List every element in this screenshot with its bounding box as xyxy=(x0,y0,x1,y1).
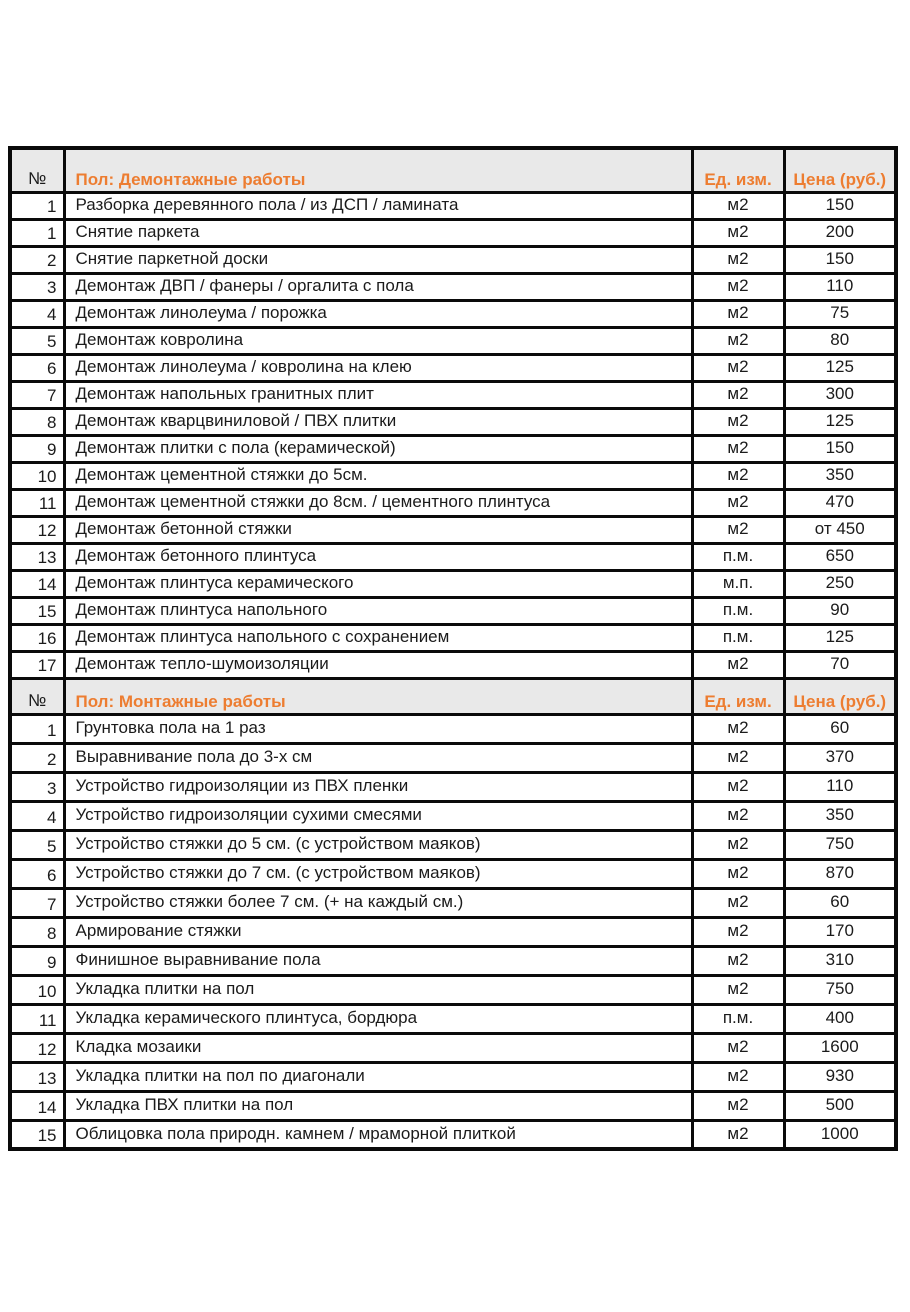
row-unit: м2 xyxy=(692,1120,784,1149)
row-unit: м2 xyxy=(692,772,784,801)
row-service-name: Разборка деревянного пола / из ДСП / ламината xyxy=(64,192,692,219)
table-row xyxy=(10,516,896,543)
row-unit: м2 xyxy=(692,300,784,327)
row-price: 80 xyxy=(784,327,896,354)
row-price: 500 xyxy=(784,1091,896,1120)
row-price: 870 xyxy=(784,859,896,888)
table-row xyxy=(10,462,896,489)
row-price: 650 xyxy=(784,543,896,570)
table-row xyxy=(10,219,896,246)
row-service-name: Укладка ПВХ плитки на пол xyxy=(64,1091,692,1120)
row-unit: м2 xyxy=(692,1091,784,1120)
row-unit: п.м. xyxy=(692,1004,784,1033)
table-row xyxy=(10,273,896,300)
row-service-name: Демонтаж ковролина xyxy=(64,327,692,354)
table-row xyxy=(10,859,896,888)
row-number: 10 xyxy=(10,975,64,1004)
row-number: 1 xyxy=(10,219,64,246)
row-unit: м2 xyxy=(692,273,784,300)
row-service-name: Демонтаж кварцвиниловой / ПВХ плитки xyxy=(64,408,692,435)
unit-column-header: Ед. изм. xyxy=(692,678,784,714)
row-service-name: Демонтаж бетонного плинтуса xyxy=(64,543,692,570)
row-unit: м2 xyxy=(692,743,784,772)
row-service-name: Грунтовка пола на 1 раз xyxy=(64,714,692,743)
row-price: от 450 xyxy=(784,516,896,543)
table-row xyxy=(10,888,896,917)
row-unit: м2 xyxy=(692,435,784,462)
row-unit: м2 xyxy=(692,1062,784,1091)
row-unit: м2 xyxy=(692,801,784,830)
row-service-name: Устройство гидроизоляции сухими смесями xyxy=(64,801,692,830)
row-price: 400 xyxy=(784,1004,896,1033)
row-number: 8 xyxy=(10,408,64,435)
row-service-name: Демонтаж напольных гранитных плит xyxy=(64,381,692,408)
row-service-name: Демонтаж линолеума / ковролина на клею xyxy=(64,354,692,381)
row-service-name: Устройство стяжки более 7 см. (+ на каждый см.) xyxy=(64,888,692,917)
row-service-name: Укладка плитки на пол по диагонали xyxy=(64,1062,692,1091)
table-row xyxy=(10,975,896,1004)
table-row xyxy=(10,300,896,327)
row-price: 150 xyxy=(784,435,896,462)
row-number: 14 xyxy=(10,1091,64,1120)
table-row xyxy=(10,830,896,859)
row-number: 16 xyxy=(10,624,64,651)
price-column-header: Цена (руб.) xyxy=(784,148,896,192)
row-service-name: Демонтаж плинтуса напольного xyxy=(64,597,692,624)
row-service-name: Демонтаж цементной стяжки до 5см. xyxy=(64,462,692,489)
row-number: 1 xyxy=(10,192,64,219)
row-service-name: Финишное выравнивание пола xyxy=(64,946,692,975)
table-row xyxy=(10,408,896,435)
row-unit: м2 xyxy=(692,714,784,743)
row-unit: м2 xyxy=(692,516,784,543)
row-price: 470 xyxy=(784,489,896,516)
table-row xyxy=(10,354,896,381)
row-price: 90 xyxy=(784,597,896,624)
row-number: 3 xyxy=(10,273,64,300)
row-unit: м2 xyxy=(692,462,784,489)
row-number: 4 xyxy=(10,300,64,327)
row-unit: м2 xyxy=(692,246,784,273)
table-row xyxy=(10,772,896,801)
row-price: 250 xyxy=(784,570,896,597)
price-column-header: Цена (руб.) xyxy=(784,678,896,714)
table-row xyxy=(10,651,896,678)
table-row xyxy=(10,917,896,946)
table-row xyxy=(10,1091,896,1120)
row-number: 7 xyxy=(10,888,64,917)
row-number: 15 xyxy=(10,1120,64,1149)
row-number: 14 xyxy=(10,570,64,597)
table-row xyxy=(10,801,896,830)
row-unit: м2 xyxy=(692,1033,784,1062)
row-number: 11 xyxy=(10,1004,64,1033)
row-number: 13 xyxy=(10,1062,64,1091)
row-price: 170 xyxy=(784,917,896,946)
row-unit: м2 xyxy=(692,192,784,219)
row-service-name: Демонтаж тепло-шумоизоляции xyxy=(64,651,692,678)
row-unit: м2 xyxy=(692,651,784,678)
row-unit: м2 xyxy=(692,381,784,408)
row-price: 370 xyxy=(784,743,896,772)
table-row xyxy=(10,1033,896,1062)
row-unit: м2 xyxy=(692,489,784,516)
table-row xyxy=(10,1120,896,1149)
row-service-name: Армирование стяжки xyxy=(64,917,692,946)
section-header-row xyxy=(10,148,896,192)
row-price: 125 xyxy=(784,624,896,651)
row-service-name: Выравнивание пола до 3-х см xyxy=(64,743,692,772)
row-unit: м2 xyxy=(692,354,784,381)
number-column-header: № xyxy=(10,678,64,714)
row-service-name: Устройство стяжки до 7 см. (с устройством маяков) xyxy=(64,859,692,888)
row-service-name: Демонтаж плинтуса керамического xyxy=(64,570,692,597)
row-number: 12 xyxy=(10,516,64,543)
row-number: 7 xyxy=(10,381,64,408)
row-price: 150 xyxy=(784,192,896,219)
section-title: Пол: Демонтажные работы xyxy=(64,148,692,192)
price-table xyxy=(8,146,898,1151)
row-price: 110 xyxy=(784,273,896,300)
table-row xyxy=(10,597,896,624)
row-unit: м2 xyxy=(692,975,784,1004)
row-price: 110 xyxy=(784,772,896,801)
row-number: 6 xyxy=(10,354,64,381)
row-service-name: Укладка плитки на пол xyxy=(64,975,692,1004)
row-service-name: Снятие паркета xyxy=(64,219,692,246)
row-price: 125 xyxy=(784,408,896,435)
row-unit: м2 xyxy=(692,408,784,435)
row-service-name: Кладка мозаики xyxy=(64,1033,692,1062)
row-unit: м2 xyxy=(692,888,784,917)
row-service-name: Укладка керамического плинтуса, бордюра xyxy=(64,1004,692,1033)
row-number: 5 xyxy=(10,830,64,859)
row-price: 350 xyxy=(784,462,896,489)
row-unit: м2 xyxy=(692,946,784,975)
row-service-name: Устройство стяжки до 5 см. (с устройством маяков) xyxy=(64,830,692,859)
row-service-name: Демонтаж цементной стяжки до 8см. / цементного плинтуса xyxy=(64,489,692,516)
row-service-name: Демонтаж плинтуса напольного с сохранением xyxy=(64,624,692,651)
row-price: 60 xyxy=(784,714,896,743)
row-price: 1600 xyxy=(784,1033,896,1062)
row-unit: м2 xyxy=(692,859,784,888)
row-number: 2 xyxy=(10,743,64,772)
row-price: 200 xyxy=(784,219,896,246)
row-unit: п.м. xyxy=(692,543,784,570)
row-number: 3 xyxy=(10,772,64,801)
row-number: 12 xyxy=(10,1033,64,1062)
row-unit: м2 xyxy=(692,830,784,859)
table-row xyxy=(10,1062,896,1091)
row-price: 300 xyxy=(784,381,896,408)
row-service-name: Снятие паркетной доски xyxy=(64,246,692,273)
row-number: 10 xyxy=(10,462,64,489)
row-unit: м2 xyxy=(692,327,784,354)
row-number: 13 xyxy=(10,543,64,570)
table-row xyxy=(10,543,896,570)
row-service-name: Облицовка пола природн. камнем / мраморной плиткой xyxy=(64,1120,692,1149)
row-number: 4 xyxy=(10,801,64,830)
section-title: Пол: Монтажные работы xyxy=(64,678,692,714)
row-price: 1000 xyxy=(784,1120,896,1149)
row-number: 17 xyxy=(10,651,64,678)
row-price: 60 xyxy=(784,888,896,917)
row-number: 9 xyxy=(10,946,64,975)
row-unit: м2 xyxy=(692,917,784,946)
section-header-row xyxy=(10,678,896,714)
row-unit: м.п. xyxy=(692,570,784,597)
row-price: 70 xyxy=(784,651,896,678)
row-price: 75 xyxy=(784,300,896,327)
table-row xyxy=(10,381,896,408)
row-number: 6 xyxy=(10,859,64,888)
row-number: 2 xyxy=(10,246,64,273)
row-number: 11 xyxy=(10,489,64,516)
row-service-name: Устройство гидроизоляции из ПВХ пленки xyxy=(64,772,692,801)
row-unit: м2 xyxy=(692,219,784,246)
row-unit: п.м. xyxy=(692,597,784,624)
table-row xyxy=(10,570,896,597)
row-number: 8 xyxy=(10,917,64,946)
row-price: 350 xyxy=(784,801,896,830)
row-service-name: Демонтаж линолеума / порожка xyxy=(64,300,692,327)
table-row xyxy=(10,435,896,462)
row-unit: п.м. xyxy=(692,624,784,651)
table-row xyxy=(10,946,896,975)
row-price: 750 xyxy=(784,830,896,859)
number-column-header: № xyxy=(10,148,64,192)
row-number: 15 xyxy=(10,597,64,624)
table-row xyxy=(10,624,896,651)
row-price: 310 xyxy=(784,946,896,975)
table-row xyxy=(10,743,896,772)
row-number: 9 xyxy=(10,435,64,462)
row-service-name: Демонтаж ДВП / фанеры / оргалита с пола xyxy=(64,273,692,300)
table-row xyxy=(10,246,896,273)
row-service-name: Демонтаж плитки с пола (керамической) xyxy=(64,435,692,462)
row-price: 930 xyxy=(784,1062,896,1091)
table-row xyxy=(10,1004,896,1033)
table-row xyxy=(10,327,896,354)
row-price: 125 xyxy=(784,354,896,381)
table-row xyxy=(10,192,896,219)
table-row xyxy=(10,714,896,743)
row-service-name: Демонтаж бетонной стяжки xyxy=(64,516,692,543)
table-row xyxy=(10,489,896,516)
row-price: 150 xyxy=(784,246,896,273)
row-number: 1 xyxy=(10,714,64,743)
unit-column-header: Ед. изм. xyxy=(692,148,784,192)
row-number: 5 xyxy=(10,327,64,354)
row-price: 750 xyxy=(784,975,896,1004)
